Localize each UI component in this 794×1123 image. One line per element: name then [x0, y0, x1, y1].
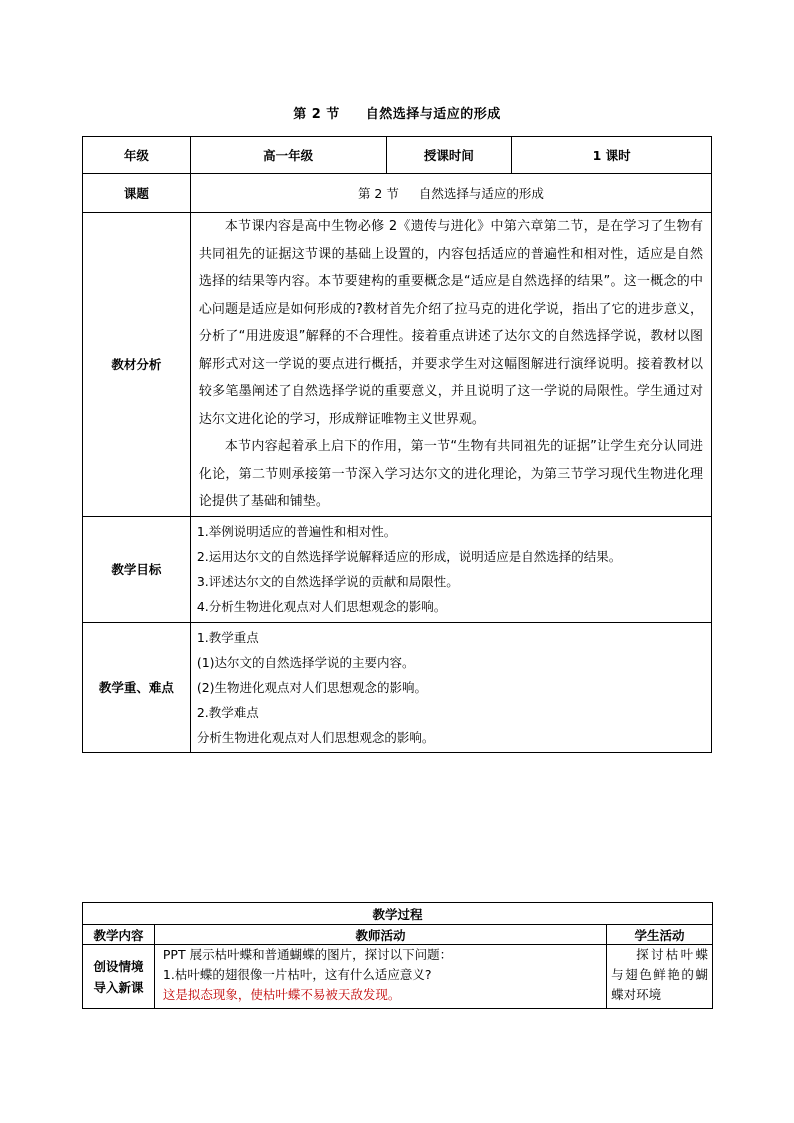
- goal-item: 4.分析生物进化观点对人们思想观念的影响。: [196, 599, 447, 614]
- keypoint-item: 2.教学难点: [196, 704, 259, 720]
- topic-row: [83, 174, 712, 213]
- keypoint-item: 1.教学重点: [196, 629, 259, 645]
- goals-label: 教学目标: [83, 516, 191, 622]
- col-content-header: 教学内容: [83, 925, 155, 945]
- grade-label: 年级: [83, 137, 191, 174]
- topic-name: 自然选择与适应的形成: [418, 186, 544, 201]
- grade-row: [83, 137, 712, 174]
- page-title: [0, 103, 794, 122]
- topic-section: 第 2 节: [357, 186, 399, 201]
- analysis-content: [190, 213, 711, 517]
- process-student-cell: [607, 945, 713, 1009]
- keypoint-item: 分析生物进化观点对人们思想观念的影响。: [196, 729, 435, 745]
- process-header: 教学过程: [83, 903, 713, 925]
- teacher-line: 1.枯叶蝶的翅很像一片枯叶，这有什么适应意义?: [162, 967, 432, 982]
- grade-value: 高一年级: [190, 137, 386, 174]
- keypoints-label: 教学重、难点: [83, 622, 191, 752]
- teaching-process-table: [82, 902, 713, 1009]
- keypoint-item: (2)生物进化观点对人们思想观念的影响。: [196, 679, 428, 695]
- lesson-plan-table: [82, 136, 712, 753]
- topic-label: 课题: [83, 174, 191, 213]
- analysis-paragraph-1: 本节课内容是高中生物必修 2《遗传与进化》中第六章第二节，是在学习了生物有共同祖先的证据这节课的基础上设置的，内容包括适应的普遍性和相对性，适应是自然选择的结果等内容。本节要建构的重要概念是“适应是自然选择的结果”。这一概念的中心问题是适应是如何形成的?教材首先介绍了拉马克的进化学说，指出了它的进步意义，分析了“用进废退”解释的不合理性。接着重点讲述了达尔文的自然选择学说，教材以图解形式对这一学说的要点进行概括，并要求学生对这幅图解进行演绎说明。接着教材以较多笔墨阐述了自然选择学说的重要意义，并且说明了这一学说的局限性。学生通过对达尔文进化论的学习，形成辩证唯物主义世界观。: [198, 219, 703, 427]
- process-row: [83, 945, 713, 1009]
- goal-item: 3.评述达尔文的自然选择学说的贡献和局限性。: [196, 574, 459, 589]
- goal-item: 2.运用达尔文的自然选择学说解释适应的形成，说明适应是自然选择的结果。: [196, 549, 622, 564]
- time-label: 授课时间: [386, 137, 512, 174]
- time-value: 1 课时: [512, 137, 712, 174]
- title-name: 自然选择与适应的形成: [365, 107, 501, 122]
- keypoint-item: (1)达尔文的自然选择学说的主要内容。: [196, 654, 415, 670]
- student-activity: 探讨枯叶蝶与翅色鲜艳的蝴蝶对环境: [611, 947, 708, 1002]
- keypoints-row: [83, 622, 712, 752]
- goals-list: [190, 516, 711, 622]
- keypoints-label-part1: 教学重: [98, 680, 137, 695]
- process-content-line: 创设情境: [93, 958, 144, 974]
- col-teacher-header: 教师活动: [154, 925, 606, 945]
- analysis-row: [83, 213, 712, 517]
- process-content-line: 导入新课: [93, 979, 144, 995]
- title-section: 第 2 节: [293, 107, 340, 122]
- topic-value: [190, 174, 711, 213]
- process-header-row: [83, 903, 713, 925]
- process-teacher-cell: [154, 945, 606, 1009]
- analysis-label: 教材分析: [83, 213, 191, 517]
- process-columns-row: [83, 925, 713, 945]
- goal-item: 1.举例说明适应的普遍性和相对性。: [196, 524, 397, 539]
- analysis-paragraph-2: 本节内容起着承上启下的作用，第一节“生物有共同祖先的证据”让学生充分认同进化论，第二节则承接第一节深入学习达尔文的进化理论，为第三节学习现代生物进化理论提供了基础和铺垫。: [198, 439, 703, 509]
- process-content-cell: [83, 945, 155, 1009]
- teacher-line: PPT 展示枯叶蝶和普通蝴蝶的图片，探讨以下问题：: [162, 947, 453, 962]
- goals-row: [83, 516, 712, 622]
- keypoints-list: [190, 622, 711, 752]
- keypoints-label-part2: 难点: [148, 680, 174, 695]
- teacher-answer: 这是拟态现象，使枯叶蝶不易被天敌发现。: [162, 987, 401, 1002]
- col-student-header: 学生活动: [607, 925, 713, 945]
